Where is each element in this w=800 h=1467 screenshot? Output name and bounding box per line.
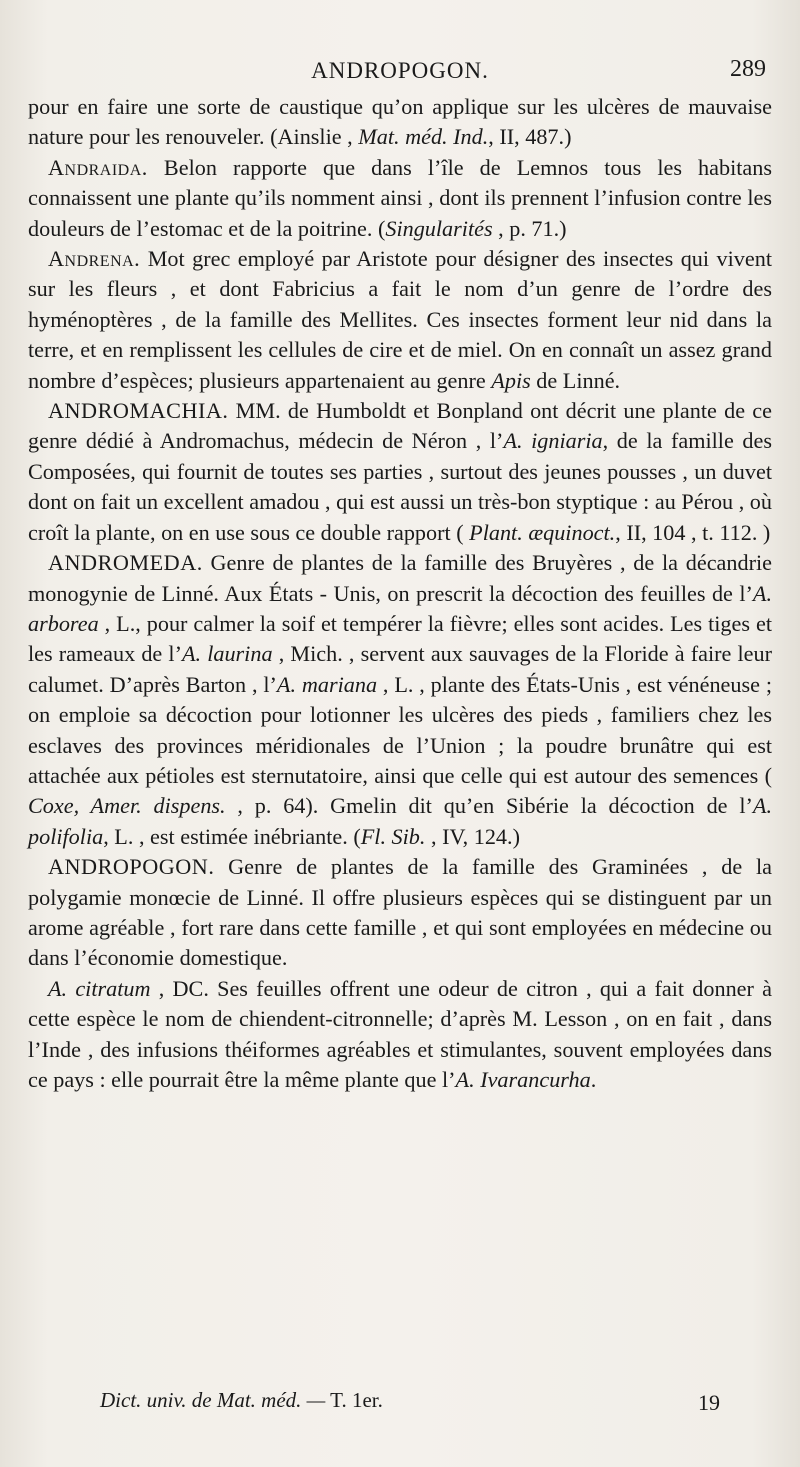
headword: ANDROPOGON.: [48, 854, 215, 880]
entry-andropogon: ANDROPOGON. Genre de plantes de la famille des Graminées , de la polygamie monœcie de Linné. Il offre plusieurs espèces qui se distinguent par un arome agréable , fort rare dans cette famille , et qui sont employées en médecine ou dans l’économie domestique.: [28, 854, 772, 971]
entry-a-citratum: A. citratum , DC. Ses feuilles offrent une odeur de citron , qui a fait donner à cette espèce le nom de chiendent-citronnelle; d’après M. Lesson , on en fait , dans l’Inde , des infusions théiformes agréables et stimulantes, souvent employées dans ce pays : elle pourrait être la même plante que l’A. Ivarancurha.: [28, 975, 772, 1092]
entry-andraida: Andraida. Belon rapporte que dans l’île de Lemnos tous les habitans connaissent une plante qu’ils nomment ainsi , dont ils prennent l’infusion contre les douleurs de l’estomac et de la poitrine. (Singularités , p. 71.): [28, 154, 772, 241]
signature-mark: 19: [698, 1390, 720, 1415]
headword: Andraida.: [48, 154, 148, 180]
headword: A. citratum: [48, 975, 151, 1001]
headword: ANDROMACHIA.: [48, 398, 229, 424]
entry-andromeda: ANDROMEDA. Genre de plantes de la famille des Bruyères , de la décandrie monogynie de Linné. Aux États - Unis, on prescrit la décoction des feuilles de l’A. arborea , L., pour calmer la soif et tempérer la fièvre; elles sont acides. Les tiges et les rameaux de l’A. laurina , Mich. , servent aux sauvages de la Floride à faire leur calumet. D’après Barton , l’A. mariana , L. , plante des États-Unis , est vénéneuse ; on emploie sa décoction pour lotionner les ulcères des pieds , familiers chez les esclaves des provinces méridionales de l’Union ; la poudre brunâtre qui est attachée aux pétioles est sternutatoire, ainsi que celle qui est autour des semences ( Coxe, Amer. dispens. , p. 64). Gmelin dit qu’en Sibérie la décoction de l’A. polifolia, L. , est estimée inébriante. (Fl. Sib. , IV, 124.): [28, 550, 773, 849]
signature-line: Dict. univ. de Mat. méd. — T. 1er.: [100, 1388, 383, 1412]
body-text: [28, 92, 772, 1095]
entry-andromachia: ANDROMACHIA. MM. de Humboldt et Bonpland ont décrit une plante de ce genre dédié à Andromachus, médecin de Néron , l’A. igniaria, de la famille des Composées, qui fournit de toutes ses parties , surtout des jeunes pousses , un duvet dont on fait un excellent amadou , qui est aussi un très-bon styptique : au Pérou , où croît la plante, on en use sous ce double rapport ( Plant. æquinoct., II, 104 , t. 112. ): [28, 398, 772, 545]
headword: ANDROMEDA.: [48, 550, 203, 576]
running-title: ANDROPOGON.: [311, 58, 489, 83]
page-number: 289: [730, 56, 766, 82]
headword: Andrena.: [48, 246, 141, 272]
entry-continuation: pour en faire une sorte de caustique qu’on applique sur les ulcères de mauvaise nature pour les renouveler. (Ainslie , Mat. méd. Ind., II, 487.): [28, 94, 772, 150]
page-footer: [0, 1388, 800, 1428]
running-head: [0, 52, 800, 92]
entry-andrena: Andrena. Mot grec employé par Aristote pour désigner des insectes qui vivent sur les fleurs , et dont Fabricius a fait le nom d’un genre de l’ordre des hyménoptères , de la famille des Mellites. Ces insectes forment leur nid dans la terre, et en remplissent les cellules de cire et de miel. On en connaît un assez grand nombre d’espèces; plusieurs appartenaient au genre Apis de Linné.: [28, 246, 772, 393]
